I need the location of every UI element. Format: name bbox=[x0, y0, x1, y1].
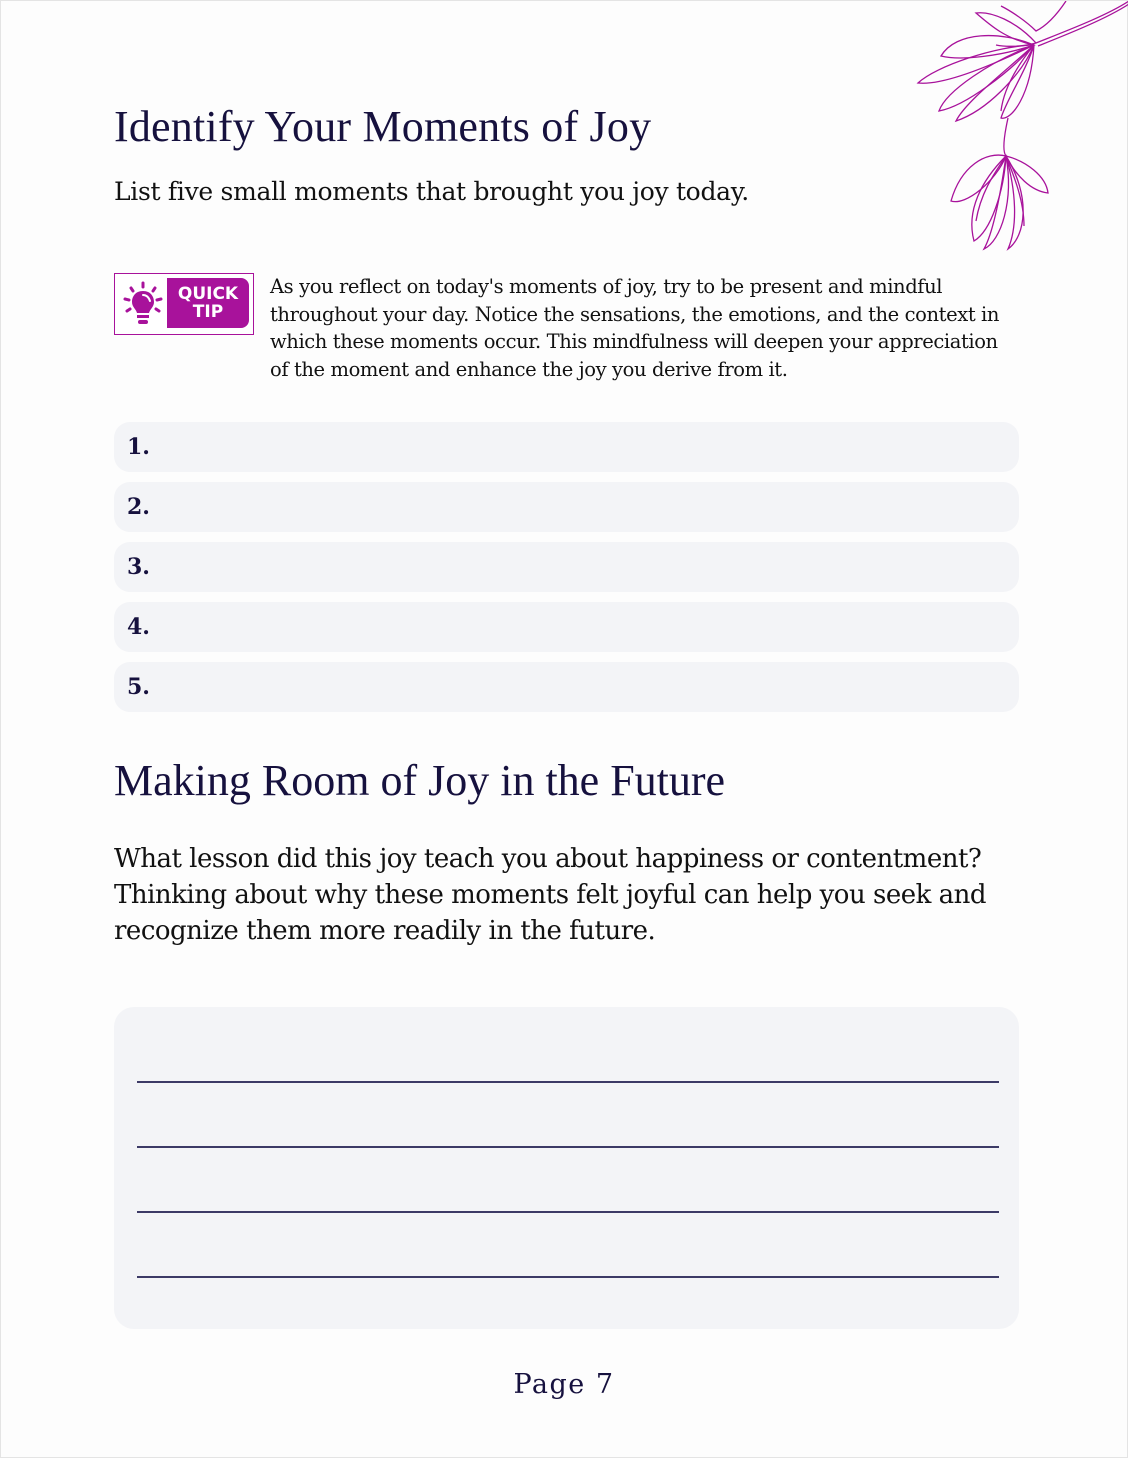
list-number: 3. bbox=[127, 554, 150, 580]
joy-moment-field-3[interactable] bbox=[114, 542, 1019, 592]
reflection-prompt: What lesson did this joy teach you about happiness or contentment? Thinking about why these moments felt joyful can help you seek and recognize them more readily in the future. bbox=[114, 844, 986, 946]
lightbulb-icon bbox=[121, 280, 165, 328]
joy-moment-field-2[interactable] bbox=[114, 482, 1019, 532]
section-subtitle: List five small moments that brought you joy today. bbox=[114, 177, 749, 206]
quick-tip-label bbox=[167, 278, 249, 328]
list-number: 4. bbox=[127, 614, 150, 640]
joy-moment-field-1[interactable] bbox=[114, 422, 1019, 472]
writing-line bbox=[137, 1276, 999, 1278]
writing-line bbox=[137, 1211, 999, 1213]
page-number: Page 7 bbox=[513, 1369, 615, 1400]
list-number: 5. bbox=[127, 674, 150, 700]
writing-line bbox=[137, 1081, 999, 1083]
quick-tip-label-line2: TIP bbox=[192, 302, 224, 322]
section-title-identify-joy: Identify Your Moments of Joy bbox=[114, 102, 652, 151]
joy-moment-field-5[interactable] bbox=[114, 662, 1019, 712]
quick-tip-label-line1: QUICK bbox=[177, 284, 239, 304]
section-title-future-joy: Making Room of Joy in the Future bbox=[114, 756, 726, 805]
quick-tip-badge bbox=[114, 273, 254, 335]
quick-tip-text: As you reflect on today's moments of joy, try to be present and mindful throughout your day. Notice the sensations, the emotions, and the context in which these moments occur. This mindfulness will deepen your appreciation of the moment and enhance the joy you derive from it. bbox=[270, 275, 1000, 381]
reflection-writing-area[interactable] bbox=[114, 1007, 1019, 1329]
writing-line bbox=[137, 1146, 999, 1148]
list-number: 1. bbox=[127, 434, 150, 460]
worksheet-page bbox=[1, 1, 1127, 1457]
joy-moments-list bbox=[114, 422, 1019, 722]
lotus-flower-illustration bbox=[906, 1, 1128, 256]
list-number: 2. bbox=[127, 494, 150, 520]
joy-moment-field-4[interactable] bbox=[114, 602, 1019, 652]
